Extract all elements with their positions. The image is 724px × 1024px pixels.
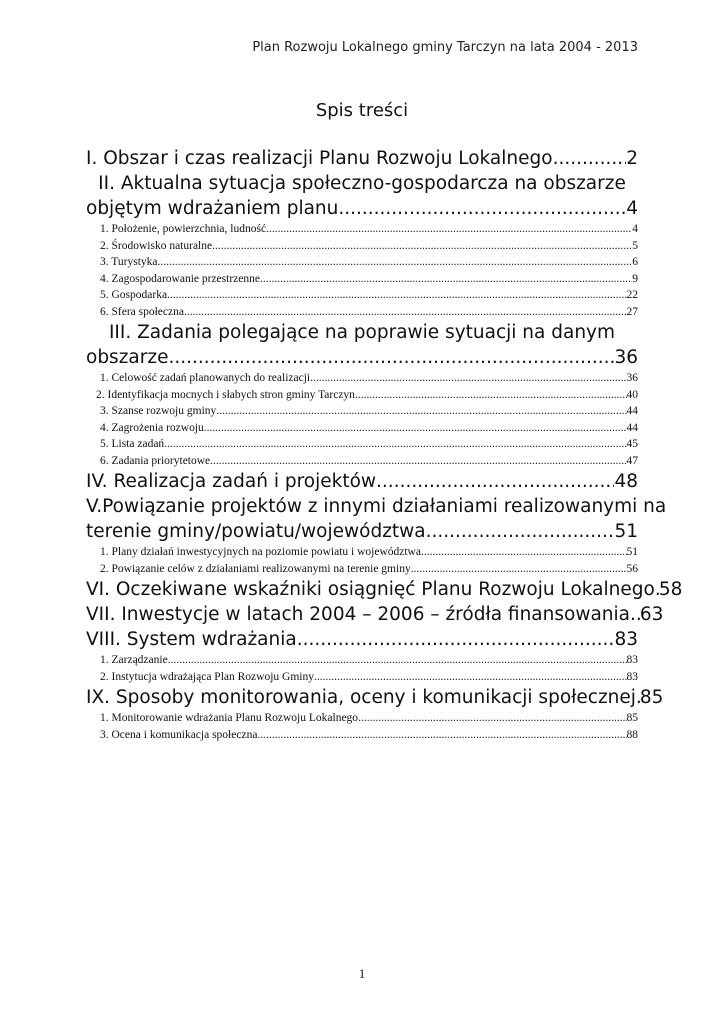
toc-page-number: 22: [626, 289, 638, 301]
toc-section-entry[interactable]: [86, 238, 638, 255]
toc-entry-label: 6. Sfera społeczna: [100, 305, 184, 318]
toc-page-number: 4: [632, 223, 638, 235]
dot-leader: [168, 652, 627, 669]
dot-leader: [168, 345, 614, 370]
toc-page-number: 85: [639, 687, 664, 708]
dot-leader: [260, 271, 632, 288]
toc-entry-label: 2. Środowisko naturalne: [100, 239, 213, 252]
toc-entry-label: 1. Celowość zadań planowanych do realizacji: [100, 372, 311, 384]
dot-leader: [310, 370, 626, 387]
toc-entry-label: 1. Monitorowanie wdrażania Planu Rozwoju Lokalnego: [100, 712, 359, 724]
toc-page-number: 27: [626, 305, 638, 318]
table-of-contents: [86, 146, 683, 743]
toc-chapter-entry[interactable]: [86, 469, 638, 494]
toc-chapter-entry[interactable]: [86, 519, 638, 544]
toc-section-entry[interactable]: [86, 561, 638, 578]
toc-section-entry[interactable]: [86, 453, 638, 470]
toc-entry-label: 2. Powiązanie celów z działaniami realizowanymi na terenie gminy: [100, 562, 411, 575]
toc-page-number: 63: [639, 604, 664, 625]
toc-entry-label: IV. Realizacja zadań i projektów: [86, 471, 377, 492]
dot-leader: [297, 627, 615, 652]
dot-leader: [158, 254, 633, 271]
dot-leader: [167, 287, 626, 304]
dot-leader: [411, 561, 627, 578]
dot-leader: [358, 710, 626, 727]
dot-leader: [210, 453, 626, 470]
toc-page-number: 36: [626, 372, 638, 384]
dot-leader: [204, 420, 627, 437]
toc-entry-label: 1. Położenie, powierzchnia, ludność: [100, 223, 267, 235]
toc-entry-label: 6. Zadania priorytetowe: [100, 454, 211, 467]
toc-chapter-heading-line: III. Zadania polegające na poprawie sytuacji na danym: [108, 322, 616, 343]
dot-leader: [266, 221, 632, 238]
toc-entry-label: 1. Zarządzanie: [100, 654, 168, 666]
toc-chapter-heading-line: II. Aktualna sytuacja społeczno-gospodarcza na obszarze: [98, 173, 626, 194]
toc-page-number: 83: [626, 670, 638, 683]
toc-section-entry[interactable]: [86, 304, 638, 321]
toc-page-number: 6: [632, 256, 638, 268]
toc-section-entry[interactable]: [86, 727, 638, 744]
dot-leader: [216, 403, 626, 420]
toc-page-number: 48: [614, 471, 638, 492]
dot-leader: [314, 669, 627, 686]
toc-entry-label: IX. Sposoby monitorowania, oceny i komunikacji społecznej: [86, 687, 636, 708]
toc-entry-label: 2. Instytucja wdrażająca Plan Rozwoju Gminy: [100, 670, 314, 683]
toc-chapter-entry[interactable]: [86, 345, 638, 370]
toc-entry-label: 3. Ocena i komunikacja społeczna: [100, 728, 258, 741]
toc-entry-label: 5. Lista zadań: [100, 438, 165, 450]
toc-chapter-entry[interactable]: [86, 146, 638, 171]
running-header: Plan Rozwoju Lokalnego gminy Tarczyn na lata 2004 - 2013: [252, 40, 638, 55]
toc-chapter-entry[interactable]: [86, 685, 664, 710]
toc-page-number: 4: [626, 198, 638, 219]
toc-entry-label: VI. Oczekiwane wskaźniki osiągnięć Planu Rozwoju Lokalnego: [86, 579, 655, 600]
dot-leader: [553, 146, 627, 171]
toc-chapter-entry[interactable]: [86, 602, 664, 627]
page-number: 1: [358, 966, 366, 981]
toc-entry-label: 4. Zagrożenia rozwoju: [100, 421, 204, 434]
toc-page-number: 47: [626, 454, 638, 467]
dot-leader: [338, 196, 626, 221]
toc-page-number: 85: [626, 712, 638, 724]
toc-entry-label: 4. Zagospodarowanie przestrzenne: [100, 272, 260, 285]
toc-page-number: 83: [614, 629, 638, 650]
toc-chapter-entry[interactable]: [86, 627, 638, 652]
toc-page-number: 56: [626, 562, 638, 575]
toc-chapter-heading-line: V.Powiązanie projektów z innymi działaniami realizowanymi na: [86, 496, 667, 517]
toc-page-number: 36: [614, 347, 638, 368]
toc-entry-label: 5. Gospodarka: [100, 289, 168, 301]
toc-section-entry[interactable]: [86, 287, 638, 304]
toc-section-entry[interactable]: [86, 544, 638, 561]
toc-page-number: 44: [626, 421, 638, 434]
toc-chapter-entry[interactable]: [86, 196, 638, 221]
toc-section-entry[interactable]: [86, 436, 638, 453]
toc-entry-label: I. Obszar i czas realizacji Planu Rozwoju Lokalnego: [86, 148, 553, 169]
dot-leader: [421, 544, 627, 561]
toc-entry-label: terenie gminy/powiatu/województwa: [86, 521, 426, 542]
toc-section-entry[interactable]: [86, 669, 638, 686]
toc-title: Spis treści: [315, 100, 409, 121]
toc-section-entry[interactable]: [86, 254, 638, 271]
toc-page-number: 40: [626, 388, 638, 401]
toc-entry-label: 2. Identyfikacja mocnych i słabych stron gminy Tarczyn: [96, 388, 355, 401]
toc-page-number: 45: [626, 438, 638, 450]
toc-entry-label: 3. Szanse rozwoju gminy: [100, 405, 217, 417]
dot-leader: [426, 519, 615, 544]
toc-page-number: 88: [626, 728, 638, 741]
toc-section-entry[interactable]: [86, 387, 638, 404]
toc-page-number: 44: [626, 405, 638, 417]
toc-section-entry[interactable]: [86, 403, 638, 420]
dot-leader: [212, 238, 632, 255]
dot-leader: [257, 727, 626, 744]
toc-entry-label: objętym wdrażaniem planu: [86, 198, 339, 219]
toc-page-number: 9: [632, 272, 638, 285]
toc-page-number: 58: [658, 579, 683, 600]
dot-leader: [164, 436, 626, 453]
toc-page-number: 2: [626, 148, 638, 169]
toc-page-number: 5: [632, 239, 638, 252]
toc-section-entry[interactable]: [86, 652, 638, 669]
toc-section-entry[interactable]: [86, 710, 638, 727]
toc-entry-label: VII. Inwestycje w latach 2004 – 2006 – źródła finansowania.: [86, 604, 636, 625]
toc-section-entry[interactable]: [86, 271, 638, 288]
toc-entry-label: VIII. System wdrażania: [86, 629, 297, 650]
toc-entry-label: 3. Turystyka: [100, 256, 158, 268]
toc-section-entry[interactable]: [86, 420, 638, 437]
toc-page-number: 51: [614, 521, 638, 542]
dot-leader: [355, 387, 627, 404]
toc-chapter-entry[interactable]: [86, 577, 683, 602]
dot-leader: [376, 469, 614, 494]
toc-entry-label: obszarze: [86, 347, 169, 368]
toc-page-number: 51: [626, 546, 638, 558]
toc-entry-label: 1. Plany działań inwestycyjnych na poziomie powiatu i województwa: [100, 546, 421, 558]
toc-section-entry[interactable]: [86, 370, 638, 387]
toc-page-number: 83: [626, 654, 638, 666]
dot-leader: [184, 304, 627, 321]
toc-section-entry[interactable]: [86, 221, 638, 238]
